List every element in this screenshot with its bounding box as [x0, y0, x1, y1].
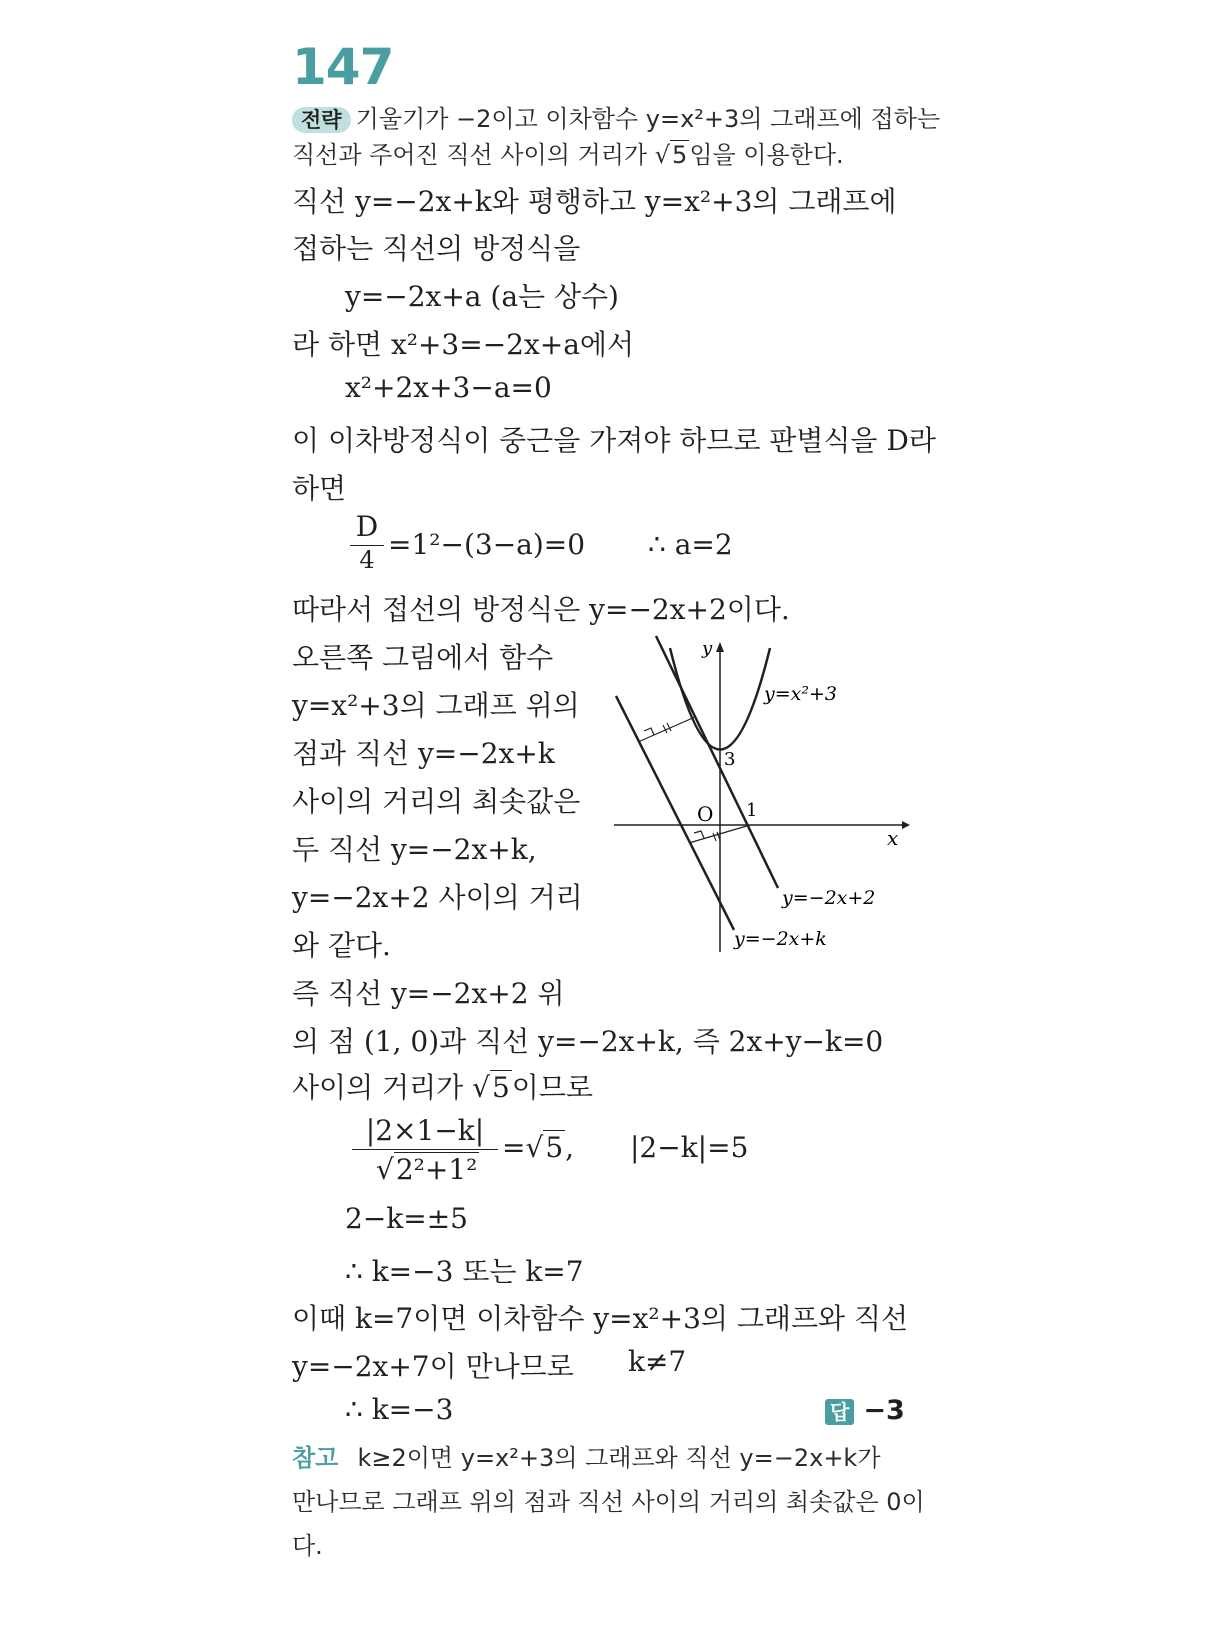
line-22: ∴ k=−3 또는 k=7 [345, 1255, 584, 1288]
frac-denominator-4: 4 [359, 546, 375, 574]
right-angle-lower [694, 831, 704, 838]
line-24: y=−2x+7이 만나므로 [292, 1350, 574, 1383]
line-17: 즉 직선 y=−2x+2 위 [292, 977, 565, 1010]
y-axis-arrow [716, 642, 724, 652]
line-k [616, 696, 734, 930]
line-23: 이때 k=7이면 이차함수 y=x²+3의 그래프와 직선 [292, 1302, 909, 1335]
discriminant-equation: =1²−(3−a)=0 [388, 528, 586, 561]
y-axis-label: y [702, 638, 713, 659]
origin-label: O [697, 802, 714, 826]
line-k-label: y=−2x+k [734, 928, 827, 950]
a-result: ∴ a=2 [648, 528, 733, 561]
answer-badge: 답 [825, 1399, 854, 1425]
line-10: 오른쪽 그림에서 함수 [292, 641, 554, 674]
answer [825, 1395, 905, 1426]
note-line-2: 만나므로 그래프 위의 점과 직선 사이의 거리의 최솟값은 0이 [292, 1488, 925, 1516]
line-1: 직선 y=−2x+k와 평행하고 y=x²+3의 그래프에 [292, 185, 897, 218]
strategy-text-1: 기울기가 −2이고 이차함수 y=x²+3의 그래프에 접하는 [355, 105, 941, 133]
note-line-3: 다. [292, 1532, 323, 1560]
line-18: 의 점 (1, 0)과 직선 y=−2x+k, 즉 2x+y−k=0 [292, 1025, 884, 1058]
line-25: ∴ k=−3 [345, 1393, 454, 1426]
line-14: 두 직선 y=−2x+k, [292, 833, 537, 866]
distance-denominator: √2²+1² [376, 1153, 478, 1186]
line-12: 점과 직선 y=−2x+k [292, 737, 555, 770]
frac-bar-2 [352, 1149, 498, 1150]
line-6: 이 이차방정식이 중근을 가져야 하므로 판별식을 D라 [292, 424, 936, 457]
problem-number: 147 [292, 38, 394, 96]
note-line-1: 참고 k≥2이면 y=x²+3의 그래프와 직선 y=−2x+k가 [292, 1444, 881, 1472]
x-intercept-label: 1 [746, 800, 758, 821]
line-21: 2−k=±5 [345, 1202, 468, 1235]
curve-label: y=x²+3 [764, 683, 837, 705]
tick-upper-2 [667, 723, 671, 731]
frac-numerator-D: D [355, 510, 379, 543]
right-angle-upper [644, 728, 654, 735]
line-15: y=−2x+2 사이의 거리 [292, 881, 583, 914]
note-tag: 참고 [292, 1444, 339, 1472]
line-7: 하면 [292, 472, 347, 505]
y-intercept-label: 3 [724, 749, 736, 770]
tangent-line-label: y=−2x+2 [782, 887, 876, 909]
line-9: 따라서 접선의 방정식은 y=−2x+2이다. [292, 593, 790, 626]
line-19: 사이의 거리가 √5이므로 [292, 1071, 593, 1104]
line-13: 사이의 거리의 최솟값은 [292, 785, 581, 818]
x-axis-label: x [887, 826, 899, 850]
line-16: 와 같다. [292, 929, 391, 962]
tick-lower-1 [713, 833, 716, 841]
tangent-line [656, 636, 778, 888]
strategy-line-2: 직선과 주어진 직선 사이의 거리가 √5임을 이용한다. [292, 141, 844, 169]
distance-result: =√5, [502, 1131, 575, 1164]
line-24-result: k≠7 [628, 1345, 687, 1378]
x-axis-arrow [902, 821, 910, 829]
strategy-tag: 전략 [292, 107, 351, 133]
absolute-value-equation: |2−k|=5 [630, 1131, 749, 1164]
line-2: 접하는 직선의 방정식을 [292, 232, 581, 265]
graph-figure [600, 630, 920, 960]
distance-numerator: |2×1−k| [365, 1114, 485, 1147]
line-4: 라 하면 x²+3=−2x+a에서 [292, 328, 635, 361]
strategy-line-1 [292, 99, 940, 134]
line-3: y=−2x+a (a는 상수) [345, 280, 619, 313]
line-5: x²+2x+3−a=0 [345, 371, 552, 404]
line-11: y=x²+3의 그래프 위의 [292, 689, 580, 722]
answer-value: −3 [863, 1395, 905, 1426]
